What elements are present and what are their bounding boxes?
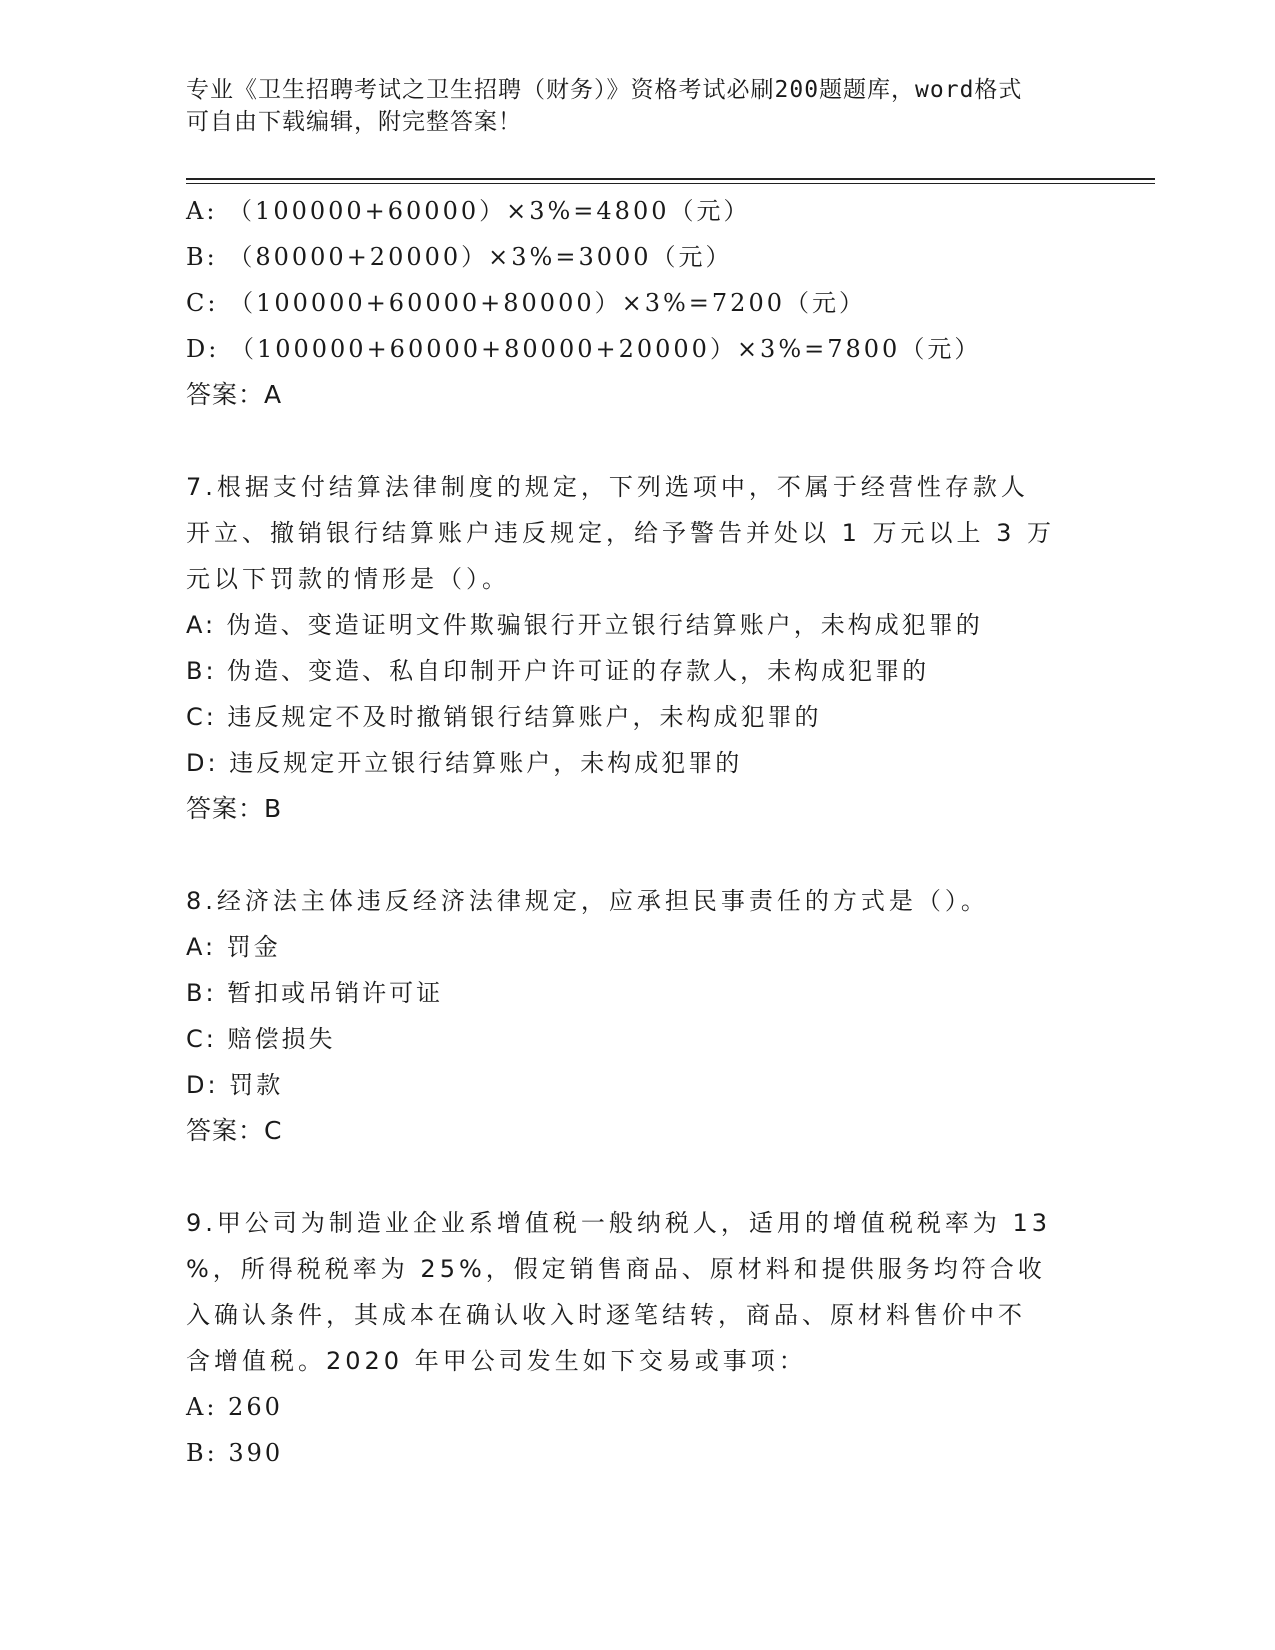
- option-b: B: 暂扣或吊销许可证: [186, 979, 444, 1007]
- option-d: D: 罚款: [186, 1071, 284, 1099]
- question-text-line: 开立、撤销银行结算账户违反规定，给予警告并处以 1 万元以上 3 万: [186, 519, 1056, 547]
- document-body: [186, 188, 1086, 1476]
- question-7: [186, 464, 1086, 832]
- option-a: A: 罚金: [186, 933, 281, 961]
- option-d: D: 违反规定开立银行结算账户，未构成犯罪的: [186, 749, 743, 777]
- question-6: [186, 188, 1086, 418]
- option-d: D: （100000+60000+80000+20000）×3%=7800（元）: [186, 335, 982, 363]
- option-a: A: 260: [186, 1393, 283, 1421]
- header-divider-thick: [186, 178, 1155, 180]
- option-c: C: 违反规定不及时撤销银行结算账户，未构成犯罪的: [186, 703, 822, 731]
- question-text-line: 9.甲公司为制造业企业系增值税一般纳税人，适用的增值税税率为 13: [186, 1209, 1052, 1237]
- question-text-line: 含增值税。2020 年甲公司发生如下交易或事项：: [186, 1347, 807, 1375]
- option-a: A: （100000+60000）×3%=4800（元）: [186, 197, 751, 225]
- header-line-1: 专业《卫生招聘考试之卫生招聘（财务）》资格考试必刷200题题库，word格式: [186, 77, 1023, 103]
- option-b: B: （80000+20000）×3%=3000（元）: [186, 243, 733, 271]
- spacer: [186, 832, 1086, 878]
- answer: 答案：C: [186, 1116, 283, 1145]
- question-8: [186, 878, 1086, 1154]
- spacer: [186, 1154, 1086, 1200]
- question-text-line: 元以下罚款的情形是（）。: [186, 565, 510, 593]
- option-a: A: 伪造、变造证明文件欺骗银行开立银行结算账户，未构成犯罪的: [186, 611, 983, 639]
- answer: 答案：B: [186, 794, 283, 823]
- question-text-line: 入确认条件，其成本在确认收入时逐笔结转，商品、原材料售价中不: [186, 1301, 1026, 1329]
- option-c: C: （100000+60000+80000）×3%=7200（元）: [186, 289, 866, 317]
- question-9: [186, 1200, 1086, 1476]
- spacer: [186, 418, 1086, 464]
- option-b: B: 390: [186, 1439, 284, 1467]
- document-header: [186, 74, 1066, 138]
- question-text-line: %，所得税税率为 25%，假定销售商品、原材料和提供服务均符合收: [186, 1255, 1046, 1283]
- answer: 答案：A: [186, 380, 283, 409]
- question-text-line: 7.根据支付结算法律制度的规定，下列选项中，不属于经营性存款人: [186, 473, 1029, 501]
- option-c: C: 赔偿损失: [186, 1025, 336, 1053]
- question-text-line: 8.经济法主体违反经济法律规定，应承担民事责任的方式是（）。: [186, 887, 989, 915]
- header-divider-thin: [186, 183, 1155, 184]
- option-b: B: 伪造、变造、私自印制开户许可证的存款人，未构成犯罪的: [186, 657, 930, 685]
- header-line-2: 可自由下载编辑，附完整答案！: [186, 109, 522, 135]
